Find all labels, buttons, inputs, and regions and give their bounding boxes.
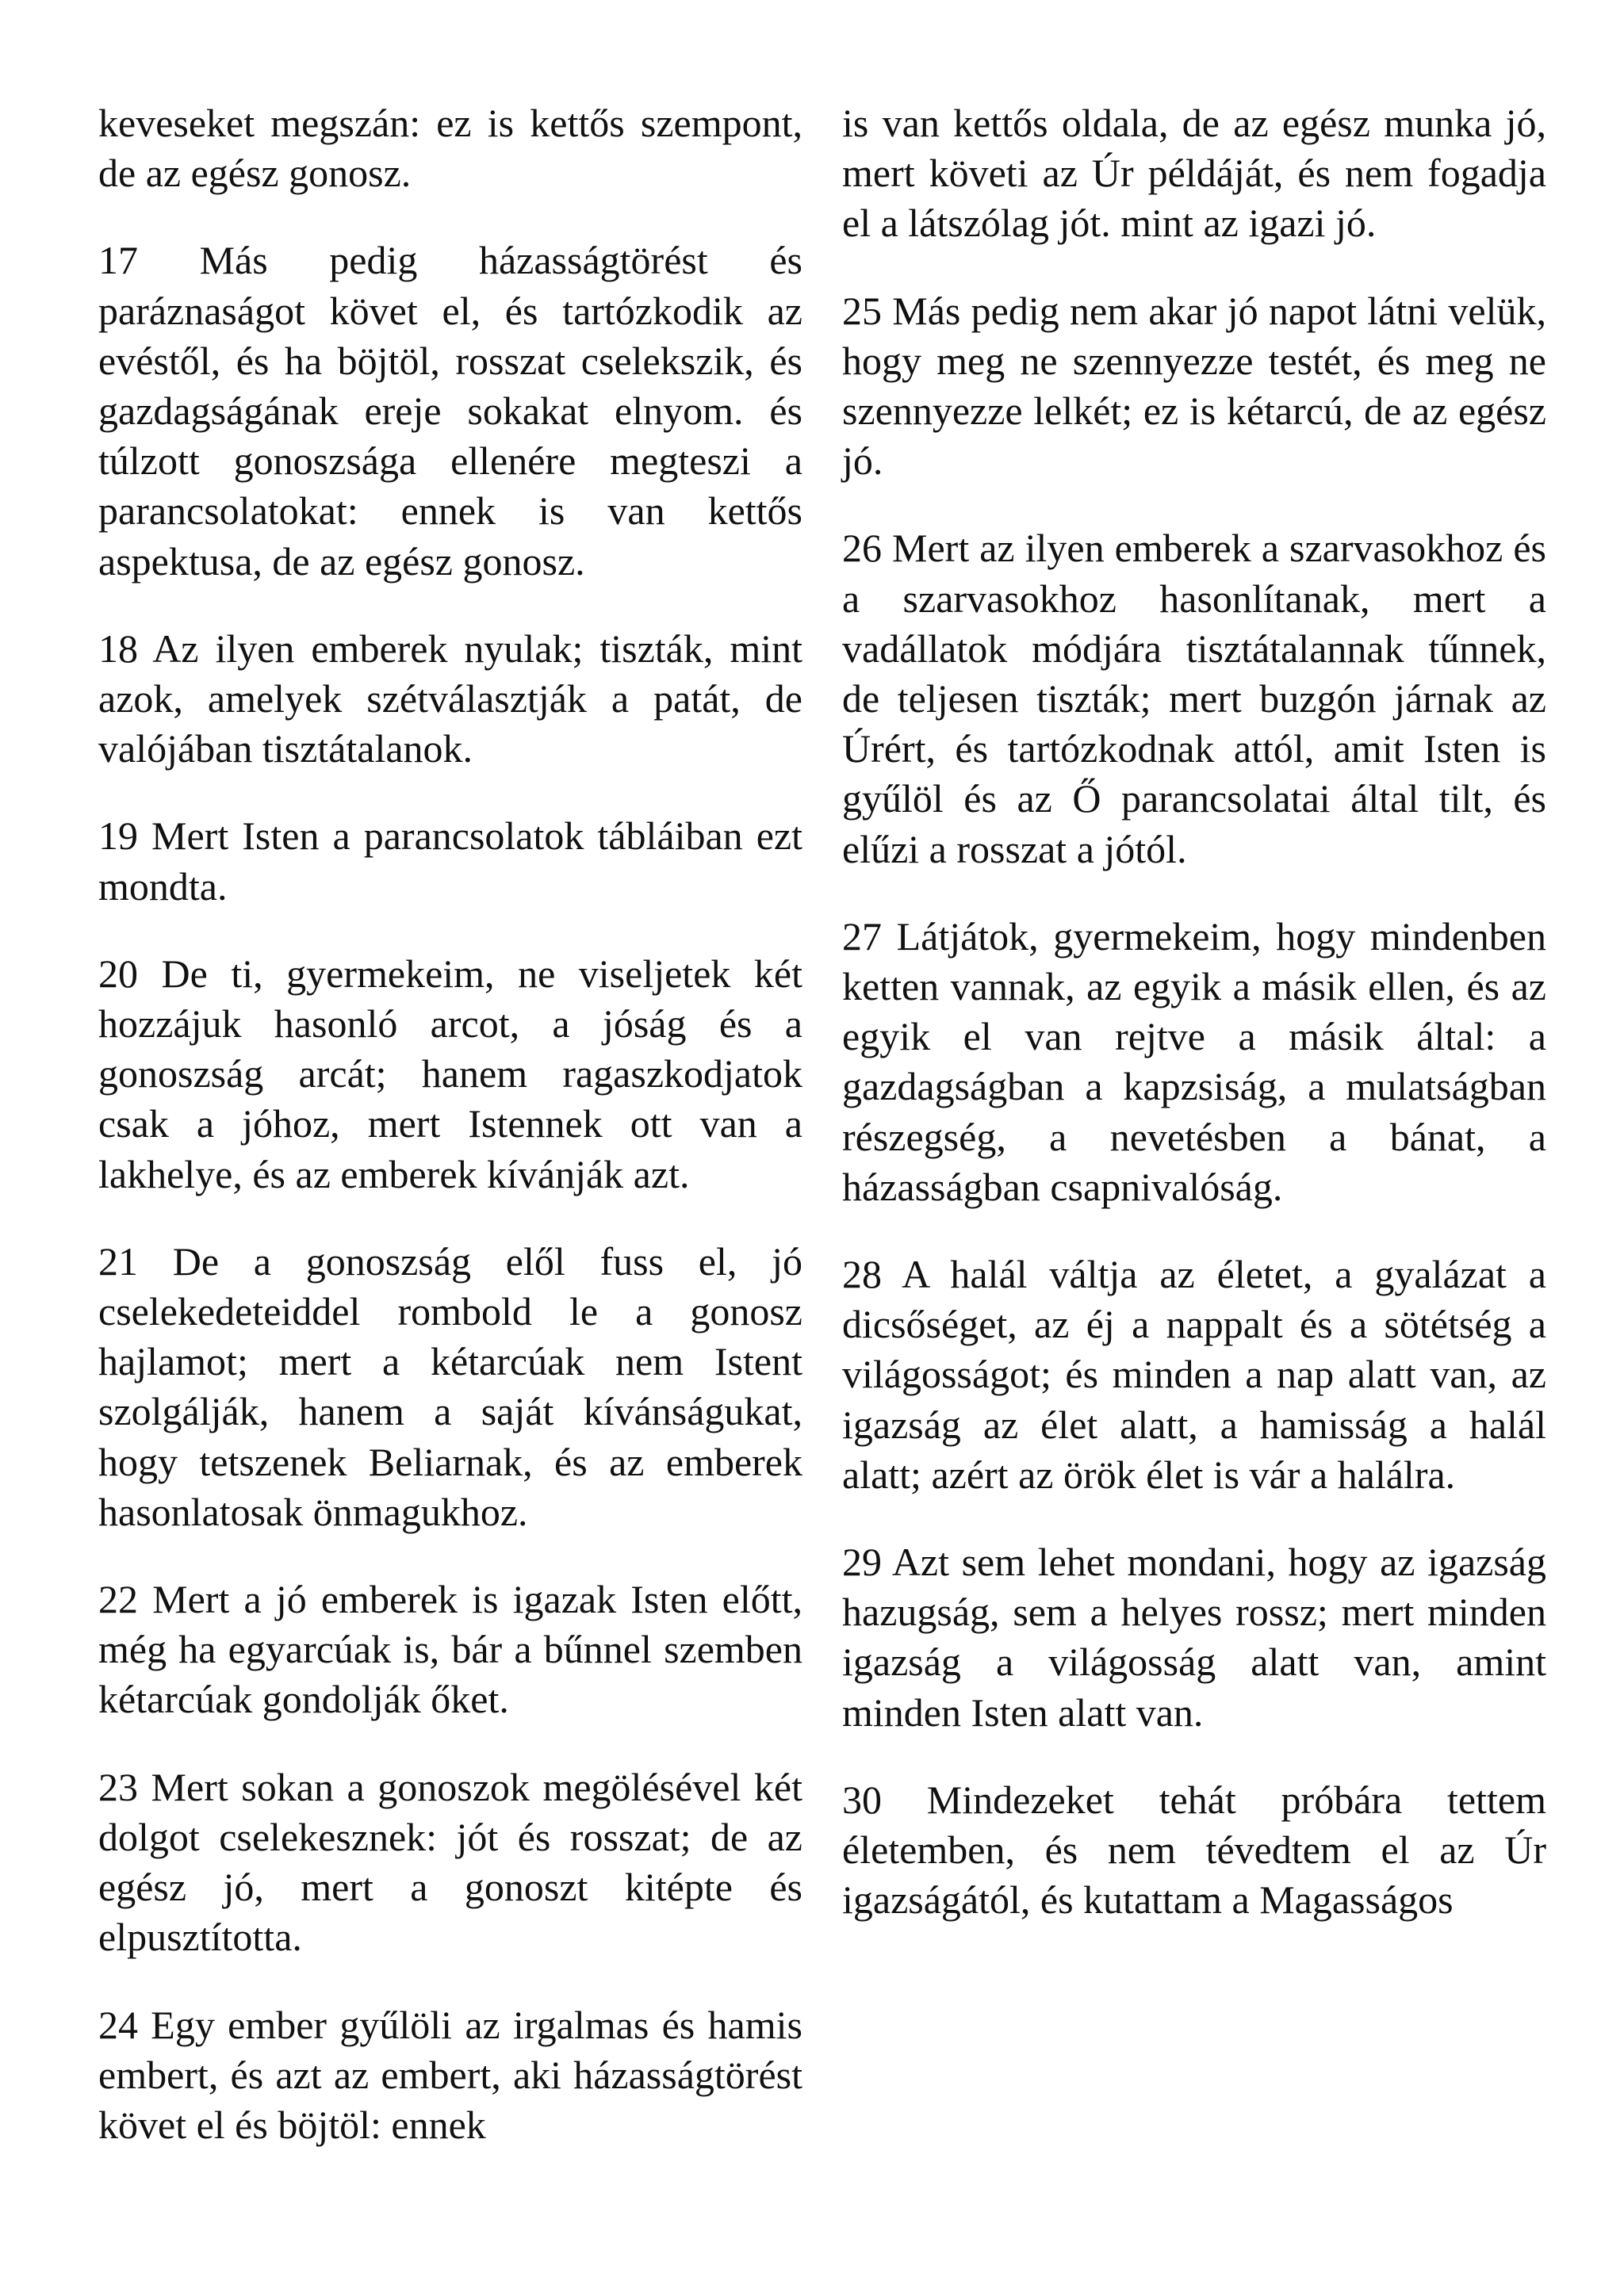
paragraph: 24 Egy ember gyűlöli az irgalmas és hamis embert, és azt az embert, aki házasságtörést követ el és böjtöl: ennek <box>98 2002 802 2147</box>
paragraph: 18 Az ilyen emberek nyulak; tiszták, mint azok, amelyek szétválasztják a patát, de valójában tisztátalanok. <box>98 626 802 771</box>
paragraph: 19 Mert Isten a parancsolatok tábláiban ezt mondta. <box>98 813 802 909</box>
paragraph: 22 Mert a jó emberek is igazak Isten előtt, még ha egyarcúak is, bár a bűnnel szemben kétarcúak gondolják őket. <box>98 1577 802 1722</box>
paragraph: 23 Mert sokan a gonoszok megölésével két dolgot cselekesznek: jót és rosszat; de az egész jó, mert a gonoszt kitépte és elpusztította. <box>98 1764 802 1960</box>
paragraph: 28 A halál váltja az életet, a gyalázat a dicsőséget, az éj a nappalt és a sötétség a világosságot; és minden a nap alatt van, az igazság az élet alatt, a hamisság a halál alatt; azért az örök élet is vár a halálra. <box>842 1252 1546 1497</box>
paragraph: 25 Más pedig nem akar jó napot látni velük, hogy meg ne szennyezze testét, és meg ne szennyezze lelkét; ez is kétarcú, de az egész jó. <box>842 288 1546 484</box>
paragraph: is van kettős oldala, de az egész munka jó, mert követi az Úr példáját, és nem fogadja el a látszólag jót. mint az igazi jó. <box>842 101 1546 246</box>
paragraph: 29 Azt sem lehet mondani, hogy az igazság hazugság, sem a helyes rossz; mert minden igazság a világosság alatt van, amint minden Isten alatt van. <box>842 1540 1546 1735</box>
paragraph: keveseket megszán: ez is kettős szempont, de az egész gonosz. <box>98 101 802 196</box>
paragraph: 30 Mindezeket tehát próbára tettem életemben, és nem tévedtem el az Úr igazságától, és kutattam a Magasságos <box>842 1777 1546 1923</box>
paragraph: 20 De ti, gyermekeim, ne viseljetek két hozzájuk hasonló arcot, a jóság és a gonoszság arcát; hanem ragaszkodjatok csak a jóhoz, mert Istennek ott van a lakhelye, és az emberek kívánják azt. <box>98 951 802 1196</box>
paragraph: 27 Látjátok, gyermekeim, hogy mindenben ketten vannak, az egyik a másik ellen, és az egyik el van rejtve a másik által: a gazdagságban a kapzsiság, a mulatságban részegség, a nevetésben a bánat, a házasságban csapnivalóság. <box>842 913 1546 1209</box>
paragraph: 26 Mert az ilyen emberek a szarvasokhoz és a szarvasokhoz hasonlítanak, mert a vadállatok módjára tisztátalannak tűnnek, de teljesen tiszták; mert buzgón járnak az Úrért, és tartózkodnak attól, amit Isten is gyűlöl és az Ő parancsolatai által tilt, és elűzi a rosszat a jótól. <box>842 526 1546 871</box>
right-column <box>842 98 1546 1963</box>
left-column <box>98 98 802 2187</box>
paragraph: 21 De a gonoszság elől fuss el, jó cselekedeteiddel rombold le a gonosz hajlamot; mert a kétarcúak nem Istent szolgálják, hanem a saját kívánságukat, hogy tetszenek Beliarnak, és az emberek hasonlatosak önmagukhoz. <box>98 1238 802 1534</box>
paragraph: 17 Más pedig házasságtörést és paráznaságot követ el, és tartózkodik az evéstől, és ha böjtöl, rosszat cselekszik, és gazdagságának ereje sokakat elnyom. és túlzott gonoszsága ellenére megteszi a parancsolatokat: ennek is van kettős aspektusa, de az egész gonosz. <box>98 238 802 584</box>
